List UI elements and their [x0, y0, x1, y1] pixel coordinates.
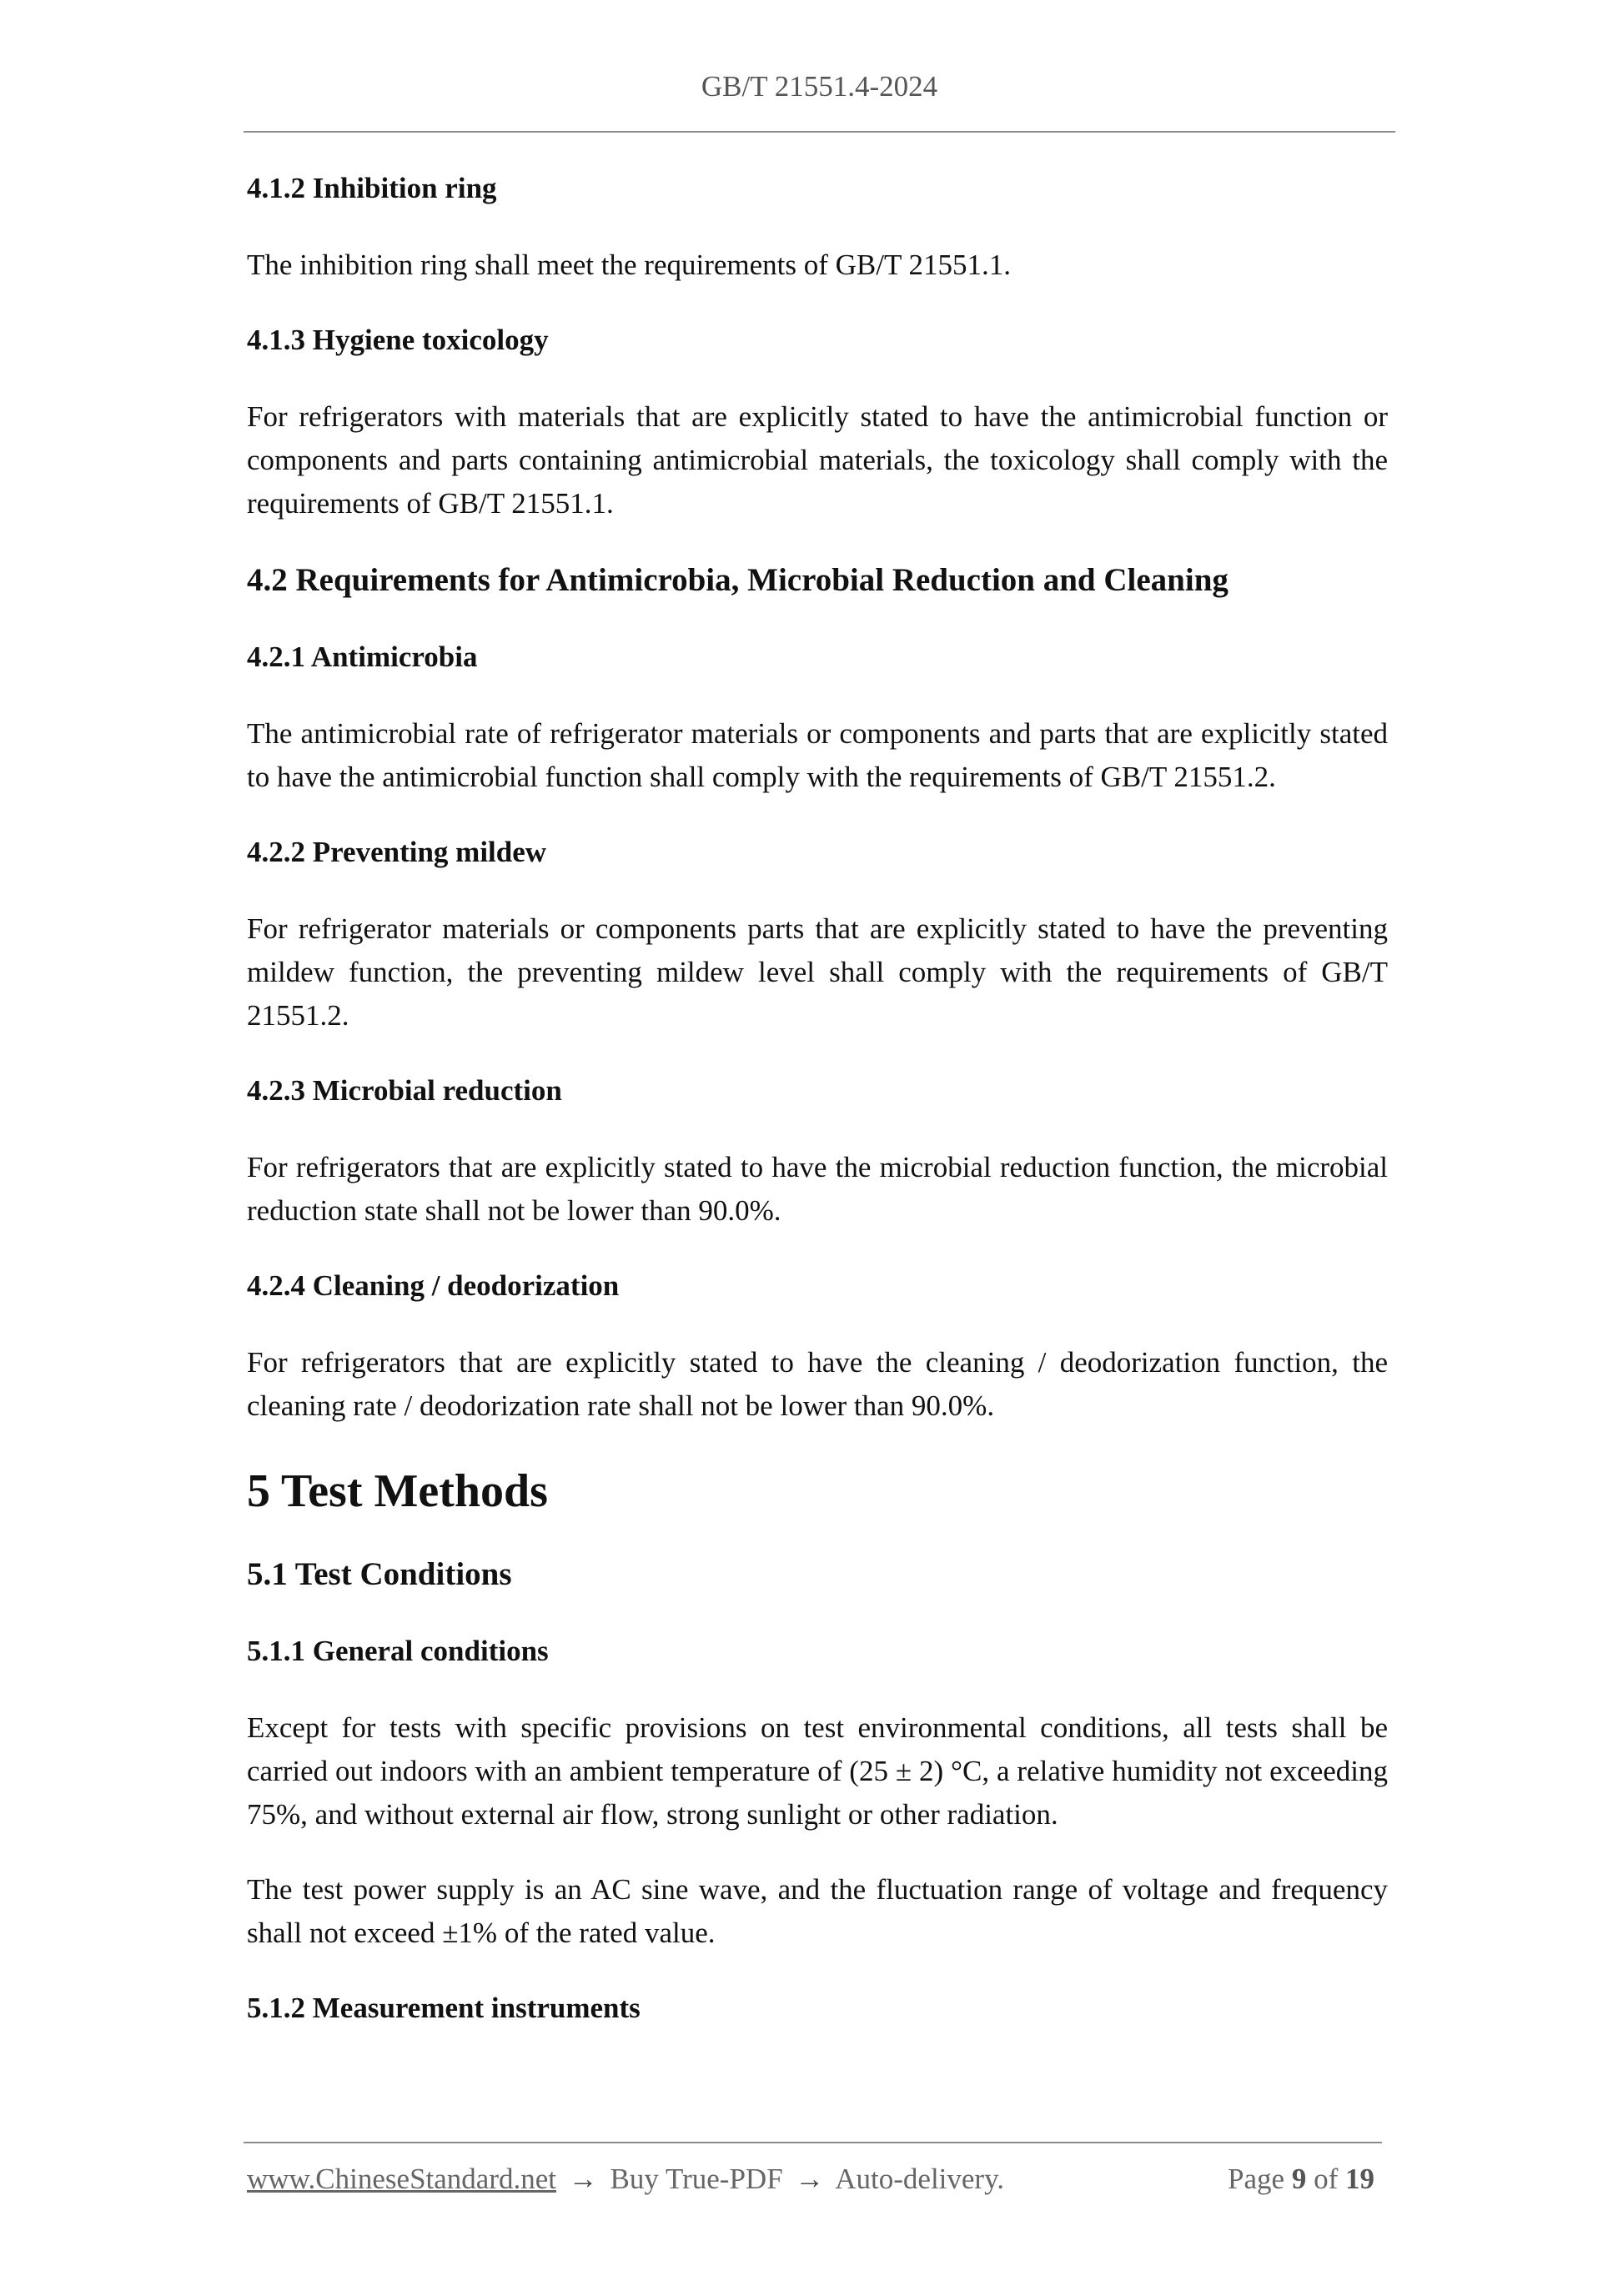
of-word: of — [1314, 2163, 1339, 2195]
page-footer — [247, 2158, 1381, 2200]
paragraph-4-2-4: For refrigerators that are explicitly stated to have the cleaning / deodorization function, the cleaning rate / deodorization rate shall not be lower than 90.0%. — [247, 1346, 1388, 1422]
heading-5-1: 5.1 Test Conditions — [247, 1556, 512, 1592]
paragraph-4-1-3: For refrigerators with materials that are explicitly stated to have the antimicrobial function or components and parts containing antimicrobial materials, the toxicology shall comply with the requirements of GB/T 21551.1. — [247, 400, 1388, 520]
heading-5-1-2: 5.1.2 Measurement instruments — [247, 1992, 641, 2024]
paragraph-4-2-2: For refrigerator materials or components parts that are explicitly stated to have the preventing mildew function, the preventing mildew level shall comply with the requirements of GB/T 21551.2. — [247, 912, 1388, 1032]
paragraph-4-2-1: The antimicrobial rate of refrigerator materials or components and parts that are explicitly stated to have the antimicrobial function shall comply with the requirements of GB/T 21551.2. — [247, 717, 1388, 793]
heading-4-2-2: 4.2.2 Preventing mildew — [247, 836, 547, 868]
heading-4-1-3: 4.1.3 Hygiene toxicology — [247, 324, 549, 356]
site-link[interactable]: www.ChineseStandard.net — [247, 2163, 556, 2195]
current-page-number: 9 — [1291, 2163, 1307, 2195]
header-divider — [244, 131, 1395, 133]
heading-5-1-1: 5.1.1 General conditions — [247, 1635, 549, 1667]
running-header: GB/T 21551.4-2024 — [701, 70, 938, 103]
paragraph-5-1-1-b: The test power supply is an AC sine wave, and the fluctuation range of voltage and frequency shall not exceed ±1% of the rated value. — [247, 1873, 1388, 1949]
paragraph-5-1-1-a: Except for tests with specific provisions on test environmental conditions, all tests shall be carried out indoors with an ambient temperature of (25 ± 2) °C, a relative humidity not exceeding 75%, and without external air flow, strong sunlight or other radiation. — [247, 1711, 1388, 1831]
arrow-right-icon: → — [568, 2163, 598, 2195]
heading-4-2-4: 4.2.4 Cleaning / deodorization — [247, 1269, 620, 1302]
paragraph-4-2-3: For refrigerators that are explicitly stated to have the microbial reduction function, the microbial reduction state shall not be lower than 90.0%. — [247, 1151, 1388, 1227]
auto-delivery-text: Auto-delivery. — [835, 2163, 1005, 2195]
heading-5: 5 Test Methods — [247, 1465, 548, 1517]
heading-4-2-1: 4.2.1 Antimicrobia — [247, 641, 478, 673]
arrow-right-icon: → — [795, 2163, 825, 2195]
total-pages-number: 19 — [1345, 2163, 1374, 2195]
heading-4-1-2: 4.1.2 Inhibition ring — [247, 172, 497, 204]
page-content — [247, 167, 1388, 2063]
paragraph-4-1-2: The inhibition ring shall meet the requirements of GB/T 21551.1. — [247, 249, 1011, 281]
heading-4-2-3: 4.2.3 Microbial reduction — [247, 1074, 562, 1107]
page-word: Page — [1228, 2163, 1285, 2195]
buy-true-pdf-text: Buy True-PDF — [610, 2163, 783, 2195]
footer-divider — [244, 2142, 1382, 2143]
heading-4-2: 4.2 Requirements for Antimicrobia, Microbial Reduction and Cleaning — [247, 562, 1229, 598]
page-indicator — [1228, 2158, 1374, 2200]
